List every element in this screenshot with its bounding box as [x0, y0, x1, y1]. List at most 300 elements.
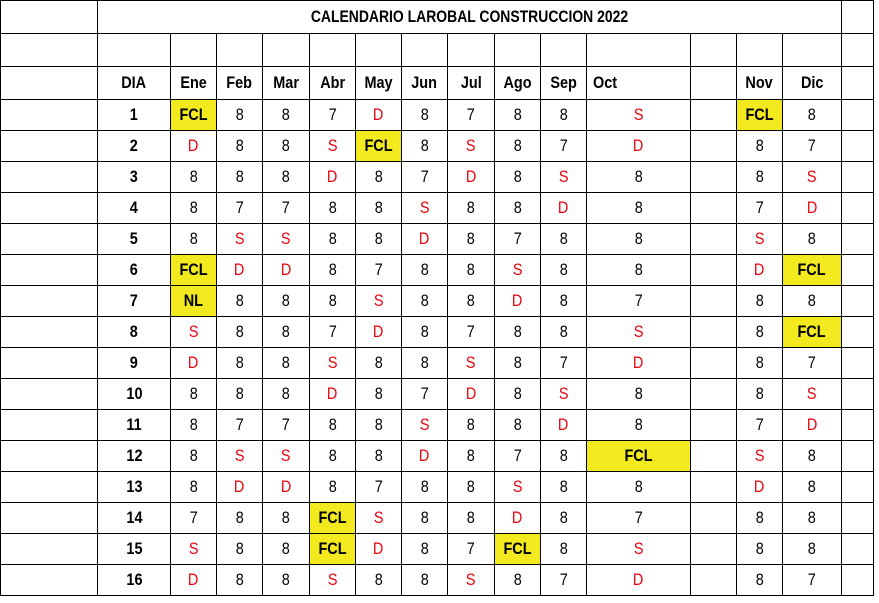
- cell-sep[interactable]: [541, 100, 587, 131]
- cell-ago[interactable]: [495, 317, 541, 348]
- cell-jun[interactable]: [402, 348, 448, 379]
- cell-abr[interactable]: [310, 565, 356, 596]
- cell-blank[interactable]: [1, 503, 98, 534]
- cell-blank[interactable]: [1, 379, 98, 410]
- cell-blank[interactable]: [691, 100, 737, 131]
- cell-ene[interactable]: [171, 317, 217, 348]
- cell-feb[interactable]: [217, 441, 263, 472]
- cell-sep[interactable]: [541, 131, 587, 162]
- cell-feb[interactable]: [217, 534, 263, 565]
- cell-feb[interactable]: [217, 255, 263, 286]
- cell-jun[interactable]: [402, 379, 448, 410]
- cell-blank[interactable]: [691, 472, 737, 503]
- cell-feb[interactable]: [217, 472, 263, 503]
- cell-blank[interactable]: [691, 379, 737, 410]
- cell-blank[interactable]: [310, 34, 356, 67]
- day-number-cell[interactable]: [98, 472, 171, 503]
- cell-jun[interactable]: [402, 100, 448, 131]
- day-number-cell[interactable]: [98, 193, 171, 224]
- cell-ene[interactable]: [171, 131, 217, 162]
- cell-jul[interactable]: [448, 348, 495, 379]
- cell-nov[interactable]: [737, 379, 783, 410]
- cell-blank[interactable]: [842, 317, 874, 348]
- cell-abr[interactable]: [310, 503, 356, 534]
- cell-sep[interactable]: [541, 317, 587, 348]
- cell-abr[interactable]: [310, 100, 356, 131]
- cell-may[interactable]: [356, 472, 402, 503]
- cell-blank[interactable]: [1, 67, 98, 100]
- cell-may[interactable]: [356, 441, 402, 472]
- header-nov[interactable]: [737, 67, 783, 100]
- cell-blank[interactable]: [842, 379, 874, 410]
- cell-blank[interactable]: [1, 348, 98, 379]
- cell-dic[interactable]: [783, 472, 842, 503]
- cell-blank[interactable]: [1, 565, 98, 596]
- cell-blank[interactable]: [842, 472, 874, 503]
- cell-may[interactable]: [356, 503, 402, 534]
- cell-ene[interactable]: [171, 224, 217, 255]
- cell-mar[interactable]: [263, 255, 310, 286]
- day-number-cell[interactable]: [98, 255, 171, 286]
- cell-ene[interactable]: [171, 565, 217, 596]
- cell-sep[interactable]: [541, 348, 587, 379]
- cell-oct[interactable]: [587, 317, 691, 348]
- cell-blank[interactable]: [842, 1, 874, 34]
- cell-nov[interactable]: [737, 472, 783, 503]
- header-may[interactable]: [356, 67, 402, 100]
- cell-jun[interactable]: [402, 472, 448, 503]
- cell-oct[interactable]: [587, 100, 691, 131]
- day-number-cell[interactable]: [98, 224, 171, 255]
- cell-jun[interactable]: [402, 131, 448, 162]
- cell-nov[interactable]: [737, 441, 783, 472]
- cell-ago[interactable]: [495, 100, 541, 131]
- cell-ene[interactable]: [171, 193, 217, 224]
- day-number-cell[interactable]: [98, 348, 171, 379]
- cell-jun[interactable]: [402, 534, 448, 565]
- cell-may[interactable]: [356, 379, 402, 410]
- cell-dic[interactable]: [783, 255, 842, 286]
- cell-jun[interactable]: [402, 162, 448, 193]
- cell-ene[interactable]: [171, 162, 217, 193]
- cell-blank[interactable]: [691, 162, 737, 193]
- cell-abr[interactable]: [310, 410, 356, 441]
- header-oct[interactable]: [587, 67, 691, 100]
- day-number-cell[interactable]: [98, 317, 171, 348]
- cell-blank[interactable]: [691, 131, 737, 162]
- cell-blank[interactable]: [842, 348, 874, 379]
- cell-oct[interactable]: [587, 503, 691, 534]
- cell-jul[interactable]: [448, 317, 495, 348]
- cell-blank[interactable]: [691, 286, 737, 317]
- cell-jun[interactable]: [402, 255, 448, 286]
- cell-feb[interactable]: [217, 379, 263, 410]
- cell-oct[interactable]: [587, 162, 691, 193]
- cell-abr[interactable]: [310, 441, 356, 472]
- cell-abr[interactable]: [310, 317, 356, 348]
- header-feb[interactable]: [217, 67, 263, 100]
- cell-jul[interactable]: [448, 224, 495, 255]
- cell-oct[interactable]: [587, 286, 691, 317]
- cell-dic[interactable]: [783, 410, 842, 441]
- cell-mar[interactable]: [263, 348, 310, 379]
- header-jun[interactable]: [402, 67, 448, 100]
- cell-dic[interactable]: [783, 100, 842, 131]
- cell-blank[interactable]: [402, 34, 448, 67]
- cell-sep[interactable]: [541, 565, 587, 596]
- cell-dic[interactable]: [783, 224, 842, 255]
- cell-blank[interactable]: [356, 34, 402, 67]
- cell-may[interactable]: [356, 286, 402, 317]
- cell-jul[interactable]: [448, 534, 495, 565]
- cell-jul[interactable]: [448, 131, 495, 162]
- cell-oct[interactable]: [587, 534, 691, 565]
- cell-nov[interactable]: [737, 162, 783, 193]
- cell-dic[interactable]: [783, 565, 842, 596]
- header-abr[interactable]: [310, 67, 356, 100]
- cell-sep[interactable]: [541, 224, 587, 255]
- cell-ago[interactable]: [495, 410, 541, 441]
- cell-mar[interactable]: [263, 410, 310, 441]
- cell-oct[interactable]: [587, 441, 691, 472]
- cell-nov[interactable]: [737, 503, 783, 534]
- cell-blank[interactable]: [98, 34, 171, 67]
- cell-value: D: [373, 322, 384, 341]
- header-dic[interactable]: [783, 67, 842, 100]
- cell-abr[interactable]: [310, 534, 356, 565]
- cell-blank[interactable]: [448, 34, 495, 67]
- cell-ago[interactable]: [495, 565, 541, 596]
- cell-blank[interactable]: [842, 100, 874, 131]
- cell-blank[interactable]: [217, 34, 263, 67]
- cell-jul[interactable]: [448, 410, 495, 441]
- cell-mar[interactable]: [263, 441, 310, 472]
- cell-ene[interactable]: [171, 286, 217, 317]
- cell-ago[interactable]: [495, 131, 541, 162]
- cell-ene[interactable]: [171, 379, 217, 410]
- cell-feb[interactable]: [217, 100, 263, 131]
- cell-blank[interactable]: [691, 224, 737, 255]
- cell-abr[interactable]: [310, 131, 356, 162]
- cell-dic[interactable]: [783, 379, 842, 410]
- cell-blank[interactable]: [691, 503, 737, 534]
- cell-blank[interactable]: [1, 534, 98, 565]
- header-dia[interactable]: [98, 67, 171, 100]
- cell-blank[interactable]: [171, 34, 217, 67]
- header-ago[interactable]: [495, 67, 541, 100]
- cell-value: 8: [559, 291, 568, 310]
- cell-blank[interactable]: [691, 34, 737, 67]
- cell-blank[interactable]: [1, 441, 98, 472]
- cell-blank[interactable]: [842, 224, 874, 255]
- cell-jul[interactable]: [448, 472, 495, 503]
- cell-abr[interactable]: [310, 162, 356, 193]
- cell-may[interactable]: [356, 224, 402, 255]
- cell-ene[interactable]: [171, 100, 217, 131]
- cell-oct[interactable]: [587, 224, 691, 255]
- cell-feb[interactable]: [217, 348, 263, 379]
- cell-jul[interactable]: [448, 193, 495, 224]
- cell-blank[interactable]: [691, 193, 737, 224]
- day-number-cell[interactable]: [98, 441, 171, 472]
- cell-may[interactable]: [356, 193, 402, 224]
- cell-blank[interactable]: [587, 34, 691, 67]
- cell-sep[interactable]: [541, 503, 587, 534]
- cell-oct[interactable]: [587, 379, 691, 410]
- cell-ene[interactable]: [171, 348, 217, 379]
- cell-ene[interactable]: [171, 534, 217, 565]
- cell-sep[interactable]: [541, 193, 587, 224]
- header-ene[interactable]: [171, 67, 217, 100]
- cell-may[interactable]: [356, 410, 402, 441]
- cell-ago[interactable]: [495, 286, 541, 317]
- cell-blank[interactable]: [1, 1, 98, 34]
- cell-mar[interactable]: [263, 565, 310, 596]
- cell-blank[interactable]: [495, 34, 541, 67]
- cell-mar[interactable]: [263, 503, 310, 534]
- day-number-cell[interactable]: [98, 534, 171, 565]
- cell-blank[interactable]: [1, 255, 98, 286]
- title-cell[interactable]: [98, 1, 842, 34]
- cell-jul[interactable]: [448, 565, 495, 596]
- cell-blank[interactable]: [842, 534, 874, 565]
- day-number-cell[interactable]: [98, 565, 171, 596]
- cell-blank[interactable]: [1, 410, 98, 441]
- cell-value: S: [466, 353, 476, 372]
- cell-may[interactable]: [356, 317, 402, 348]
- cell-feb[interactable]: [217, 131, 263, 162]
- cell-nov[interactable]: [737, 410, 783, 441]
- cell-ago[interactable]: [495, 193, 541, 224]
- cell-jun[interactable]: [402, 286, 448, 317]
- cell-blank[interactable]: [691, 348, 737, 379]
- cell-blank[interactable]: [263, 34, 310, 67]
- cell-blank[interactable]: [842, 441, 874, 472]
- cell-sep[interactable]: [541, 162, 587, 193]
- day-number-cell[interactable]: [98, 162, 171, 193]
- cell-blank[interactable]: [1, 34, 98, 67]
- cell-nov[interactable]: [737, 534, 783, 565]
- day-number-cell[interactable]: [98, 286, 171, 317]
- cell-dic[interactable]: [783, 317, 842, 348]
- day-number-cell[interactable]: [98, 503, 171, 534]
- cell-feb[interactable]: [217, 193, 263, 224]
- cell-blank[interactable]: [842, 162, 874, 193]
- cell-jun[interactable]: [402, 193, 448, 224]
- cell-blank[interactable]: [1, 193, 98, 224]
- cell-oct[interactable]: [587, 255, 691, 286]
- cell-sep[interactable]: [541, 410, 587, 441]
- cell-ago[interactable]: [495, 255, 541, 286]
- cell-sep[interactable]: [541, 255, 587, 286]
- cell-blank[interactable]: [1, 100, 98, 131]
- cell-blank[interactable]: [842, 67, 874, 100]
- cell-blank[interactable]: [842, 565, 874, 596]
- cell-feb[interactable]: [217, 317, 263, 348]
- cell-abr[interactable]: [310, 379, 356, 410]
- cell-sep[interactable]: [541, 472, 587, 503]
- cell-oct[interactable]: [587, 472, 691, 503]
- cell-mar[interactable]: [263, 131, 310, 162]
- cell-blank[interactable]: [842, 286, 874, 317]
- cell-ago[interactable]: [495, 162, 541, 193]
- cell-mar[interactable]: [263, 472, 310, 503]
- cell-abr[interactable]: [310, 348, 356, 379]
- cell-nov[interactable]: [737, 255, 783, 286]
- cell-jun[interactable]: [402, 503, 448, 534]
- cell-blank[interactable]: [842, 410, 874, 441]
- day-number-cell[interactable]: [98, 131, 171, 162]
- cell-dic[interactable]: [783, 131, 842, 162]
- cell-abr[interactable]: [310, 472, 356, 503]
- day-number-cell[interactable]: [98, 410, 171, 441]
- cell-ago[interactable]: [495, 472, 541, 503]
- cell-jun[interactable]: [402, 410, 448, 441]
- cell-value: 8: [420, 570, 429, 589]
- cell-mar[interactable]: [263, 534, 310, 565]
- cell-nov[interactable]: [737, 100, 783, 131]
- cell-blank[interactable]: [1, 224, 98, 255]
- cell-mar[interactable]: [263, 193, 310, 224]
- cell-ago[interactable]: [495, 534, 541, 565]
- cell-oct[interactable]: [587, 348, 691, 379]
- cell-may[interactable]: [356, 131, 402, 162]
- cell-jun[interactable]: [402, 224, 448, 255]
- cell-value: 8: [281, 105, 291, 124]
- cell-ene[interactable]: [171, 472, 217, 503]
- cell-value: D: [633, 570, 644, 589]
- cell-nov[interactable]: [737, 193, 783, 224]
- day-number-cell[interactable]: [98, 100, 171, 131]
- cell-blank[interactable]: [691, 317, 737, 348]
- cell-mar[interactable]: [263, 379, 310, 410]
- cell-jun[interactable]: [402, 441, 448, 472]
- cell-jul[interactable]: [448, 379, 495, 410]
- cell-blank[interactable]: [691, 255, 737, 286]
- cell-dic[interactable]: [783, 193, 842, 224]
- cell-mar[interactable]: [263, 317, 310, 348]
- cell-feb[interactable]: [217, 410, 263, 441]
- cell-jun[interactable]: [402, 317, 448, 348]
- cell-blank[interactable]: [1, 162, 98, 193]
- cell-ago[interactable]: [495, 224, 541, 255]
- cell-ago[interactable]: [495, 503, 541, 534]
- cell-may[interactable]: [356, 162, 402, 193]
- cell-value: 8: [755, 539, 764, 558]
- cell-may[interactable]: [356, 348, 402, 379]
- cell-ene[interactable]: [171, 503, 217, 534]
- cell-abr[interactable]: [310, 193, 356, 224]
- cell-blank[interactable]: [783, 34, 842, 67]
- header-sep[interactable]: [541, 67, 587, 100]
- cell-blank[interactable]: [842, 193, 874, 224]
- cell-blank[interactable]: [541, 34, 587, 67]
- cell-oct[interactable]: [587, 131, 691, 162]
- cell-mar[interactable]: [263, 286, 310, 317]
- cell-ene[interactable]: [171, 410, 217, 441]
- cell-may[interactable]: [356, 255, 402, 286]
- cell-ago[interactable]: [495, 441, 541, 472]
- cell-abr[interactable]: [310, 286, 356, 317]
- cell-sep[interactable]: [541, 286, 587, 317]
- cell-value: 8: [513, 415, 522, 434]
- cell-nov[interactable]: [737, 224, 783, 255]
- cell-jul[interactable]: [448, 503, 495, 534]
- cell-dic[interactable]: [783, 162, 842, 193]
- day-number-cell[interactable]: [98, 379, 171, 410]
- cell-ago[interactable]: [495, 348, 541, 379]
- cell-dic[interactable]: [783, 441, 842, 472]
- cell-nov[interactable]: [737, 348, 783, 379]
- cell-feb[interactable]: [217, 286, 263, 317]
- cell-sep[interactable]: [541, 441, 587, 472]
- cell-oct[interactable]: [587, 193, 691, 224]
- cell-sep[interactable]: [541, 379, 587, 410]
- cell-abr[interactable]: [310, 224, 356, 255]
- cell-blank[interactable]: [1, 317, 98, 348]
- cell-blank[interactable]: [691, 410, 737, 441]
- cell-feb[interactable]: [217, 565, 263, 596]
- cell-blank[interactable]: [842, 131, 874, 162]
- cell-blank[interactable]: [691, 534, 737, 565]
- cell-jun[interactable]: [402, 565, 448, 596]
- cell-nov[interactable]: [737, 286, 783, 317]
- cell-may[interactable]: [356, 100, 402, 131]
- cell-blank[interactable]: [737, 34, 783, 67]
- cell-nov[interactable]: [737, 565, 783, 596]
- header-mar[interactable]: [263, 67, 310, 100]
- cell-jul[interactable]: [448, 100, 495, 131]
- header-label: Sep: [550, 73, 577, 92]
- cell-ene[interactable]: [171, 441, 217, 472]
- cell-dic[interactable]: [783, 534, 842, 565]
- cell-blank[interactable]: [842, 34, 874, 67]
- cell-dic[interactable]: [783, 348, 842, 379]
- cell-dic[interactable]: [783, 286, 842, 317]
- cell-ene[interactable]: [171, 255, 217, 286]
- cell-nov[interactable]: [737, 317, 783, 348]
- cell-feb[interactable]: [217, 224, 263, 255]
- cell-nov[interactable]: [737, 131, 783, 162]
- cell-may[interactable]: [356, 534, 402, 565]
- cell-blank[interactable]: [1, 286, 98, 317]
- cell-oct[interactable]: [587, 410, 691, 441]
- cell-oct[interactable]: [587, 565, 691, 596]
- cell-blank[interactable]: [1, 472, 98, 503]
- cell-blank[interactable]: [842, 255, 874, 286]
- cell-blank[interactable]: [842, 503, 874, 534]
- cell-dic[interactable]: [783, 503, 842, 534]
- header-jul[interactable]: [448, 67, 495, 100]
- cell-jul[interactable]: [448, 162, 495, 193]
- cell-blank[interactable]: [691, 565, 737, 596]
- cell-mar[interactable]: [263, 162, 310, 193]
- cell-jul[interactable]: [448, 255, 495, 286]
- cell-jul[interactable]: [448, 286, 495, 317]
- cell-mar[interactable]: [263, 224, 310, 255]
- cell-blank[interactable]: [1, 131, 98, 162]
- cell-abr[interactable]: [310, 255, 356, 286]
- cell-mar[interactable]: [263, 100, 310, 131]
- cell-blank[interactable]: [691, 441, 737, 472]
- cell-sep[interactable]: [541, 534, 587, 565]
- cell-blank[interactable]: [691, 67, 737, 100]
- cell-may[interactable]: [356, 565, 402, 596]
- cell-ago[interactable]: [495, 379, 541, 410]
- cell-jul[interactable]: [448, 441, 495, 472]
- cell-feb[interactable]: [217, 162, 263, 193]
- cell-feb[interactable]: [217, 503, 263, 534]
